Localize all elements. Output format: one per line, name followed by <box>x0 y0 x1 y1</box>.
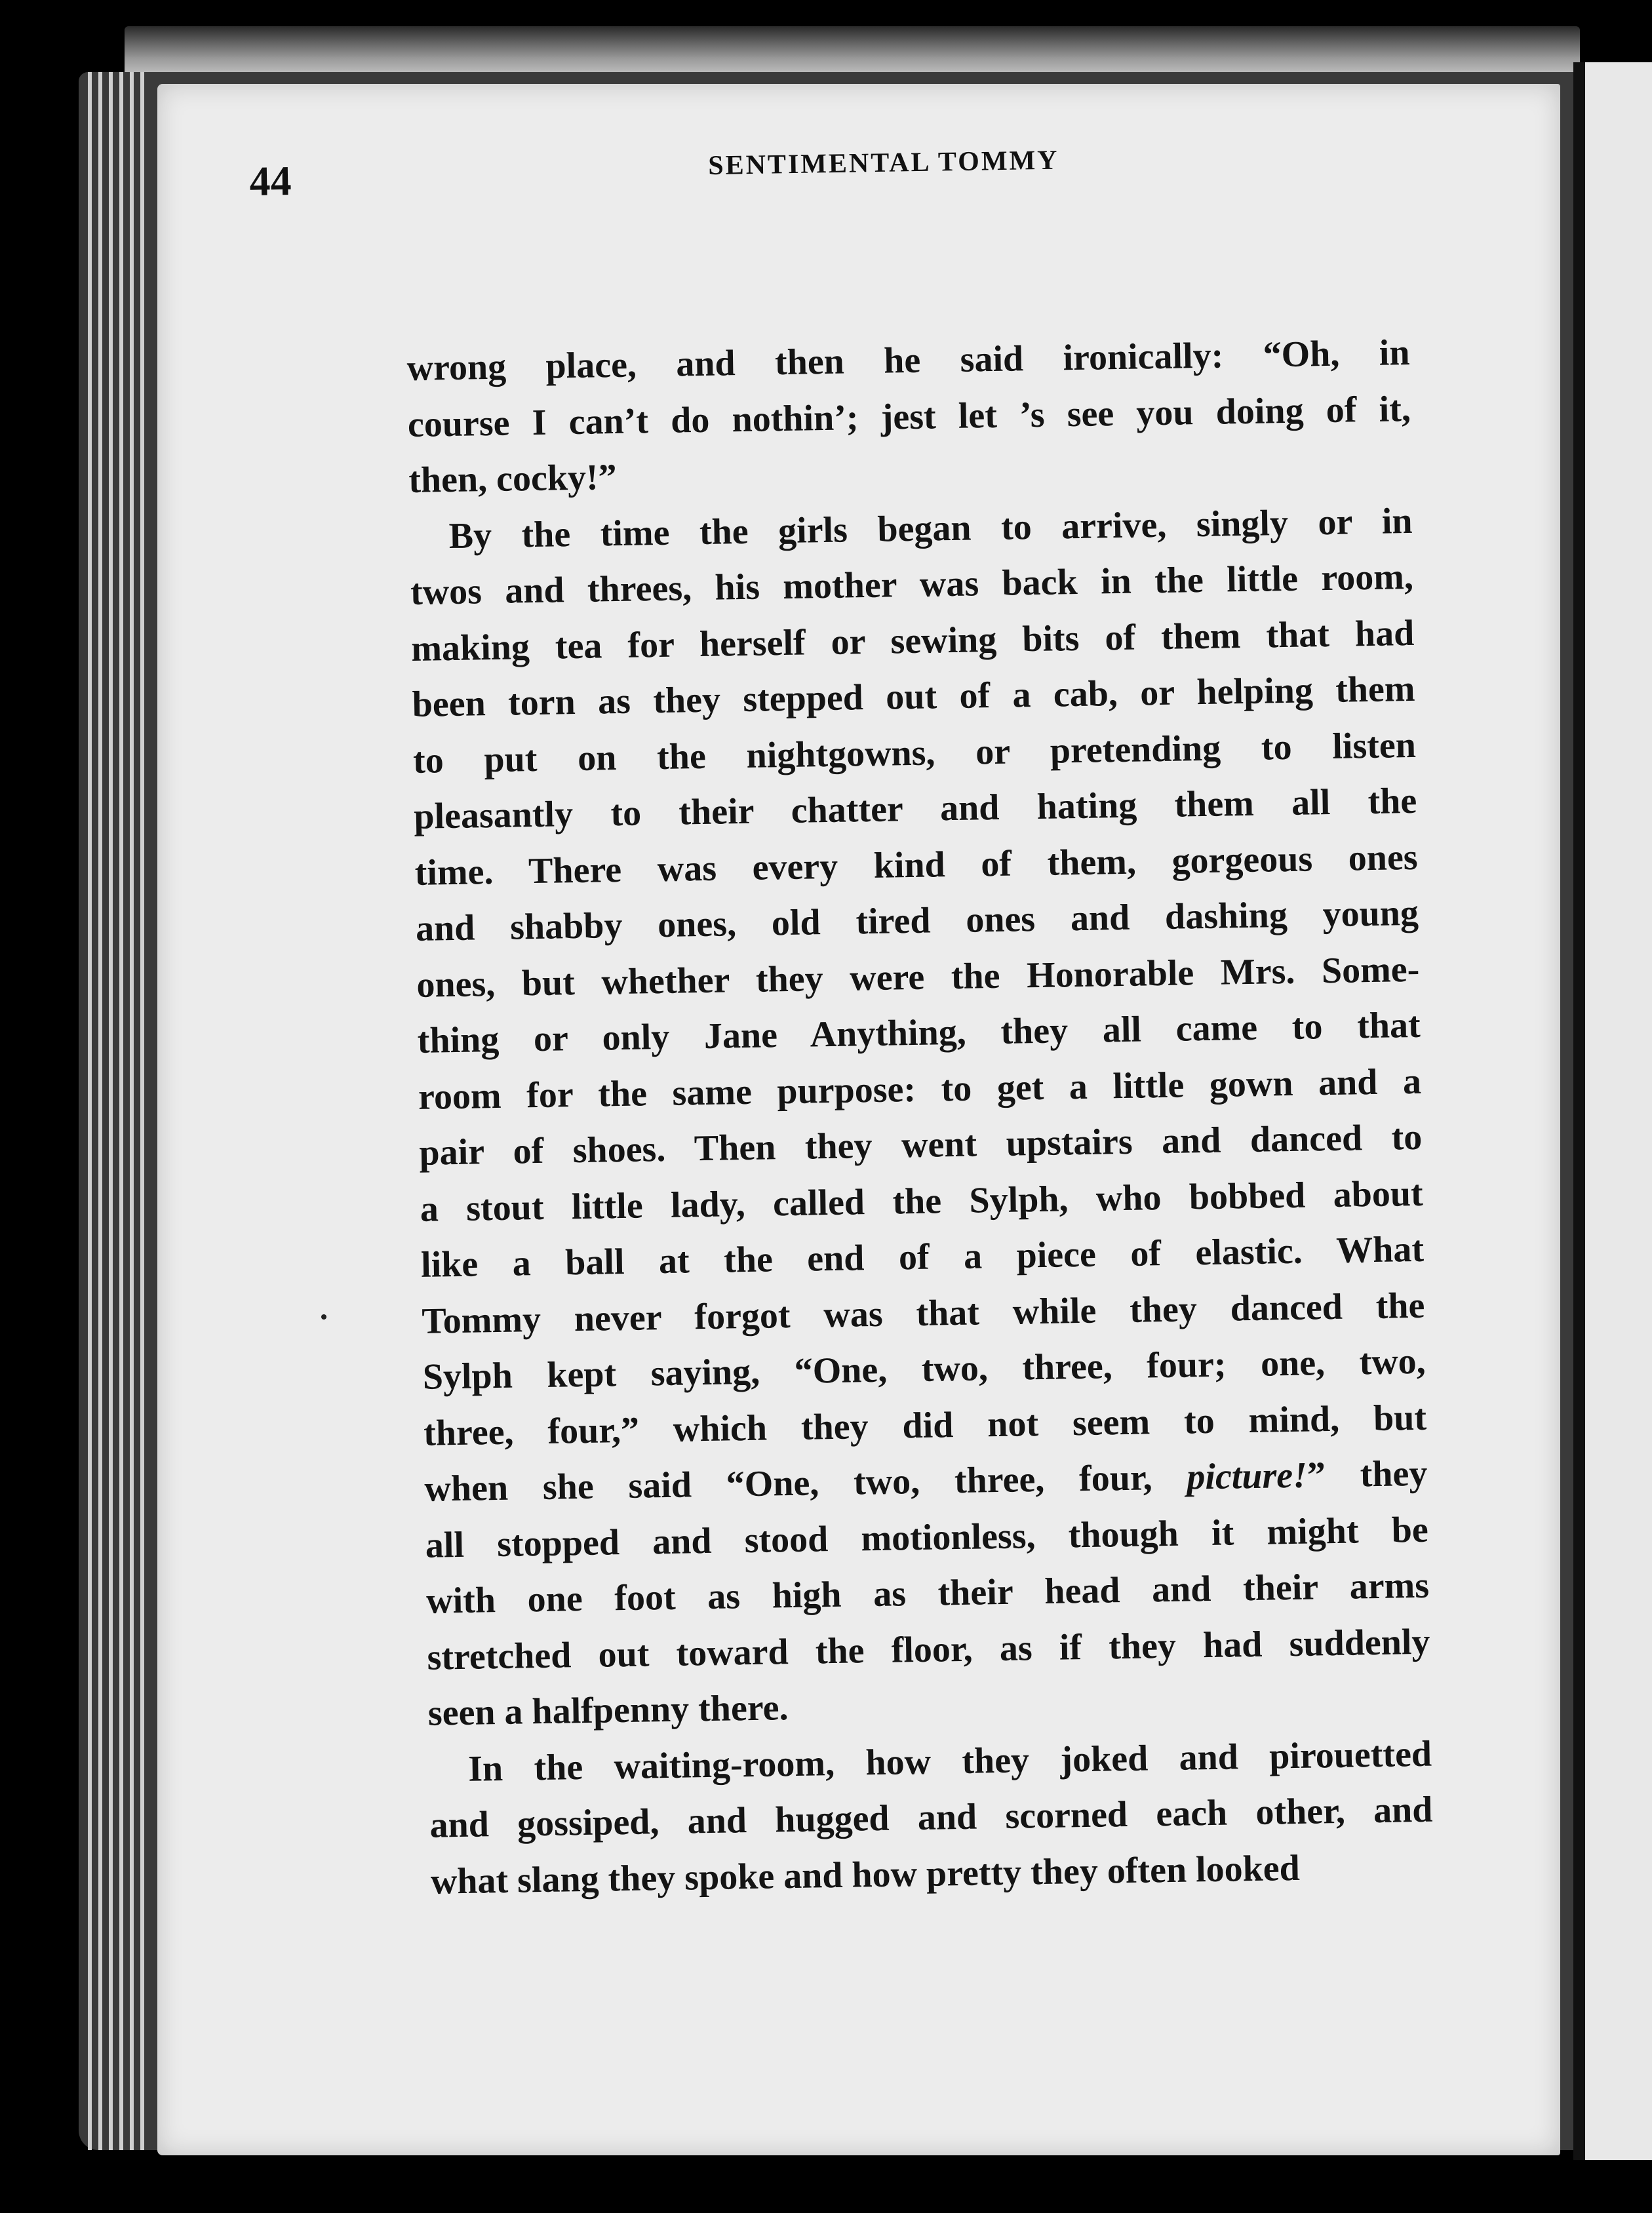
ink-speck <box>321 1314 326 1320</box>
text-line: with one foot as high as their head and their arms <box>425 1565 1430 1622</box>
text-line: and gossiped, and hugged and scorned each other, and <box>429 1789 1433 1846</box>
text-line: been torn as they stepped out of a cab, or helping them <box>412 668 1416 725</box>
body-text <box>406 325 1434 1910</box>
text-line: twos and threes, his mother was back in the little room, <box>410 556 1414 613</box>
text-line: all stopped and stood motionless, though it might be <box>425 1509 1429 1566</box>
text-line: then, cocky!” <box>408 456 618 501</box>
text-line: three, four,” which they did not seem to mind, but <box>423 1397 1427 1454</box>
text-line: pair of shoes. Then they went upstairs and danced to <box>418 1116 1423 1173</box>
next-page-edge <box>1573 62 1652 2160</box>
text-line: seen a halfpenny there. <box>427 1687 789 1734</box>
text-line: stretched out toward the floor, as if they had suddenly <box>427 1621 1430 1678</box>
text-line: In the waiting-room, how they joked and pirouetted <box>467 1733 1432 1790</box>
text-line: a stout little lady, called the Sylph, who bobbed about <box>420 1173 1424 1230</box>
text-line: to put on the nightgowns, or pretending to listen <box>412 724 1417 781</box>
text-line: thing or only Jane Anything, they all came to that <box>417 1004 1421 1061</box>
text-line: time. There was every kind of them, gorgeous ones <box>414 836 1419 893</box>
text-line: course I can’t do nothin’; jest let ’s see you doing of it, <box>407 388 1411 445</box>
text-line: like a ball at the end of a piece of elastic. What <box>420 1228 1425 1285</box>
text-line: By the time the girls began to arrive, singly or in <box>448 500 1413 557</box>
text-line: and shabby ones, old tired ones and dashing young <box>415 892 1419 949</box>
text-line: room for the same purpose: to get a little gown and a <box>418 1061 1422 1118</box>
text-line: making tea for herself or sewing bits of them that had <box>410 612 1415 669</box>
page-number: 44 <box>249 157 292 205</box>
text-line: ones, but whether they were the Honorable Mrs. Some- <box>416 949 1420 1006</box>
text-line: Sylph kept saying, “One, two, three, four; one, two, <box>422 1341 1426 1398</box>
running-title: SENTIMENTAL TOMMY <box>707 145 1059 181</box>
text-line: Tommy never forgot was that while they danced the <box>422 1285 1425 1342</box>
text-line: what slang they spoke and how pretty they often looked <box>430 1847 1301 1902</box>
italic-word: picture! <box>1186 1455 1308 1498</box>
text-line: pleasantly to their chatter and hating them all the <box>413 780 1417 837</box>
text-line: wrong place, and then he said ironically: “Oh, in <box>406 332 1410 389</box>
text-line: when she said “One, two, three, four, picture!” they <box>424 1453 1428 1510</box>
